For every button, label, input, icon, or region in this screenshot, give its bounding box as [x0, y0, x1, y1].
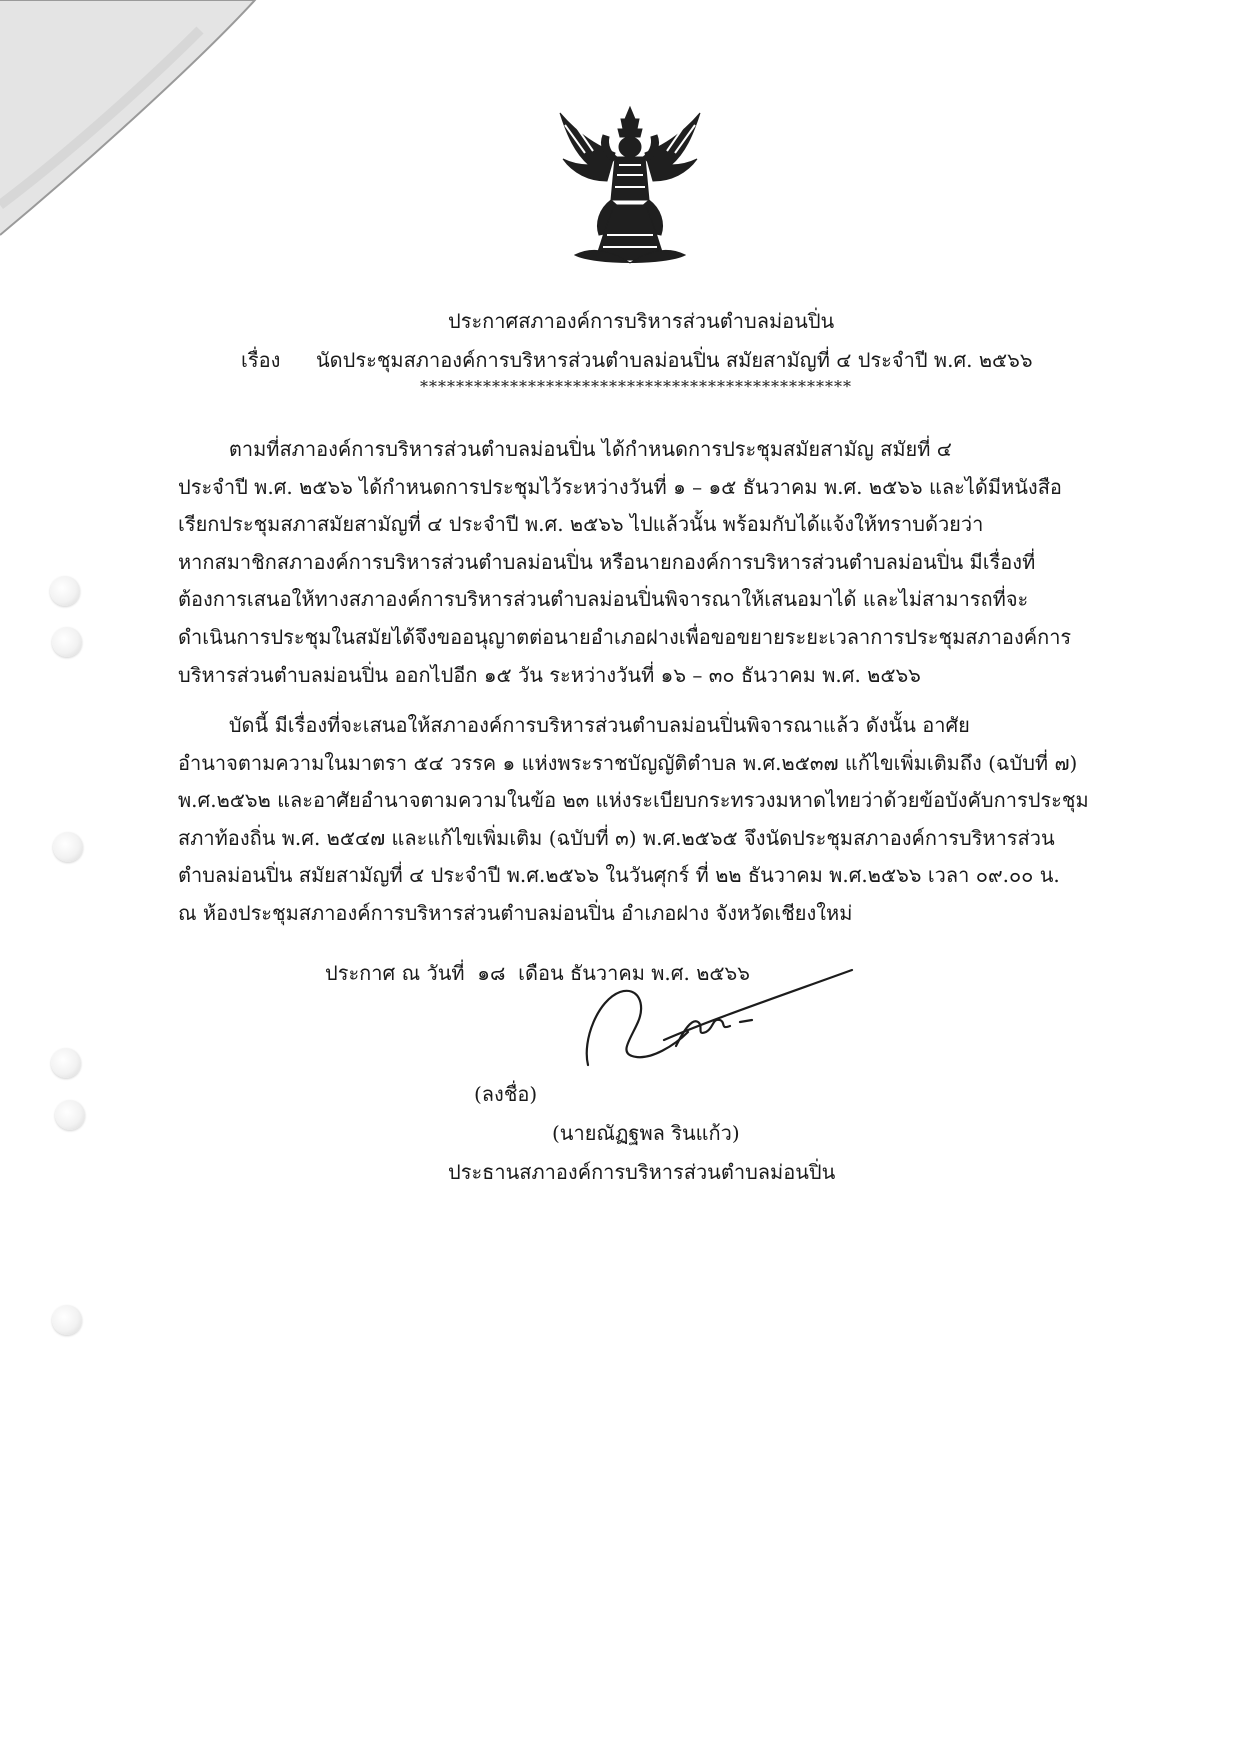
body-paragraph-1 [178, 431, 1120, 694]
hole-punch [52, 1305, 82, 1335]
hole-punch [51, 1048, 81, 1078]
paragraph-line: ประจำปี พ.ศ. ๒๕๖๖ ได้กำหนดการประชุมไว้ระหว่างวันที่ ๑ – ๑๕ ธันวาคม พ.ศ. ๒๕๖๖ และได้มีหนังสือ [178, 474, 1062, 499]
hole-punch [55, 1100, 85, 1130]
paragraph-line: หากสมาชิกสภาองค์การบริหารส่วนตำบลม่อนปิ่น หรือนายกองค์การบริหารส่วนตำบลม่อนปิ่น มีเรื่องที่ [178, 549, 1036, 574]
paragraph-line: ตามที่สภาองค์การบริหารส่วนตำบลม่อนปิ่น ได้กำหนดการประชุมสมัยสามัญ สมัยที่ ๔ [178, 437, 952, 461]
paragraph-line: เรียกประชุมสภาสมัยสามัญที่ ๔ ประจำปี พ.ศ. ๒๕๖๖ ไปแล้วนั้น พร้อมกับได้แจ้งให้ทราบด้วยว่า [178, 512, 984, 537]
subject-label: เรื่อง [241, 348, 281, 372]
hole-punch [50, 576, 80, 606]
signer-name: (นายณัฏฐพล รินแก้ว) [552, 1121, 740, 1145]
hole-punch [53, 832, 83, 862]
announcement-date: ประกาศ ณ วันที่ ๑๘ เดือน ธันวาคม พ.ศ. ๒๕๖๖ [325, 961, 750, 985]
paragraph-line: บริหารส่วนตำบลม่อนปิ่น ออกไปอีก ๑๕ วัน ระหว่างวันที่ ๑๖ – ๓๐ ธันวาคม พ.ศ. ๒๕๖๖ [178, 662, 921, 687]
paragraph-line: บัดนี้ มีเรื่องที่จะเสนอให้สภาองค์การบริหารส่วนตำบลม่อนปิ่นพิจารณาแล้ว ดังนั้น อาศัย [178, 713, 970, 737]
paragraph-line: อำนาจตามความในมาตรา ๕๔ วรรค ๑ แห่งพระราชบัญญัติตำบล พ.ศ.๒๕๓๗ แก้ไขเพิ่มเติมถึง (ฉบับที่ ๗) [178, 750, 1078, 775]
paragraph-line: ดำเนินการประชุมในสมัยได้จึงขออนุญาตต่อนายอำเภอฝางเพื่อขอขยายระยะเวลาการประชุมสภาองค์การ [178, 624, 1072, 649]
handwritten-signature [580, 960, 860, 1070]
paragraph-line: ณ ห้องประชุมสภาองค์การบริหารส่วนตำบลม่อนปิ่น อำเภอฝาง จังหวัดเชียงใหม่ [178, 900, 853, 925]
paragraph-line: พ.ศ.๒๕๖๒ และอาศัยอำนาจตามความในข้อ ๒๓ แห่งระเบียบกระทรวงมหาดไทยว่าด้วยข้อบังคับการประชุม [178, 788, 1089, 813]
document-heading: ประกาศสภาองค์การบริหารส่วนตำบลม่อนปิ่น [448, 309, 835, 333]
paragraph-line: ต้องการเสนอให้ทางสภาองค์การบริหารส่วนตำบลม่อนปิ่นพิจารณาให้เสนอมาได้ และไม่สามารถที่จะ [178, 587, 1029, 612]
signature-label: (ลงชื่อ) [474, 1082, 538, 1106]
folded-corner [0, 0, 260, 240]
subject-text: นัดประชุมสภาองค์การบริหารส่วนตำบลม่อนปิ่น สมัยสามัญที่ ๔ ประจำปี พ.ศ. ๒๕๖๖ [316, 348, 1033, 372]
paragraph-line: ตำบลม่อนปิ่น สมัยสามัญที่ ๔ ประจำปี พ.ศ.๒๕๖๖ ในวันศุกร์ ที่ ๒๒ ธันวาคม พ.ศ.๒๕๖๖ เวลา ๐๙.๐๐ น. [178, 863, 1060, 888]
body-paragraph-2 [178, 707, 1120, 933]
separator-line: ************************************************ [420, 377, 852, 396]
signer-position: ประธานสภาองค์การบริหารส่วนตำบลม่อนปิ่น [448, 1160, 836, 1184]
hole-punch [52, 627, 82, 657]
paragraph-line: สภาท้องถิ่น พ.ศ. ๒๕๔๗ และแก้ไขเพิ่มเติม (ฉบับที่ ๓) พ.ศ.๒๕๖๕ จึงนัดประชุมสภาองค์การบริหารส่วน [178, 825, 1055, 850]
garuda-emblem-icon [555, 105, 705, 265]
